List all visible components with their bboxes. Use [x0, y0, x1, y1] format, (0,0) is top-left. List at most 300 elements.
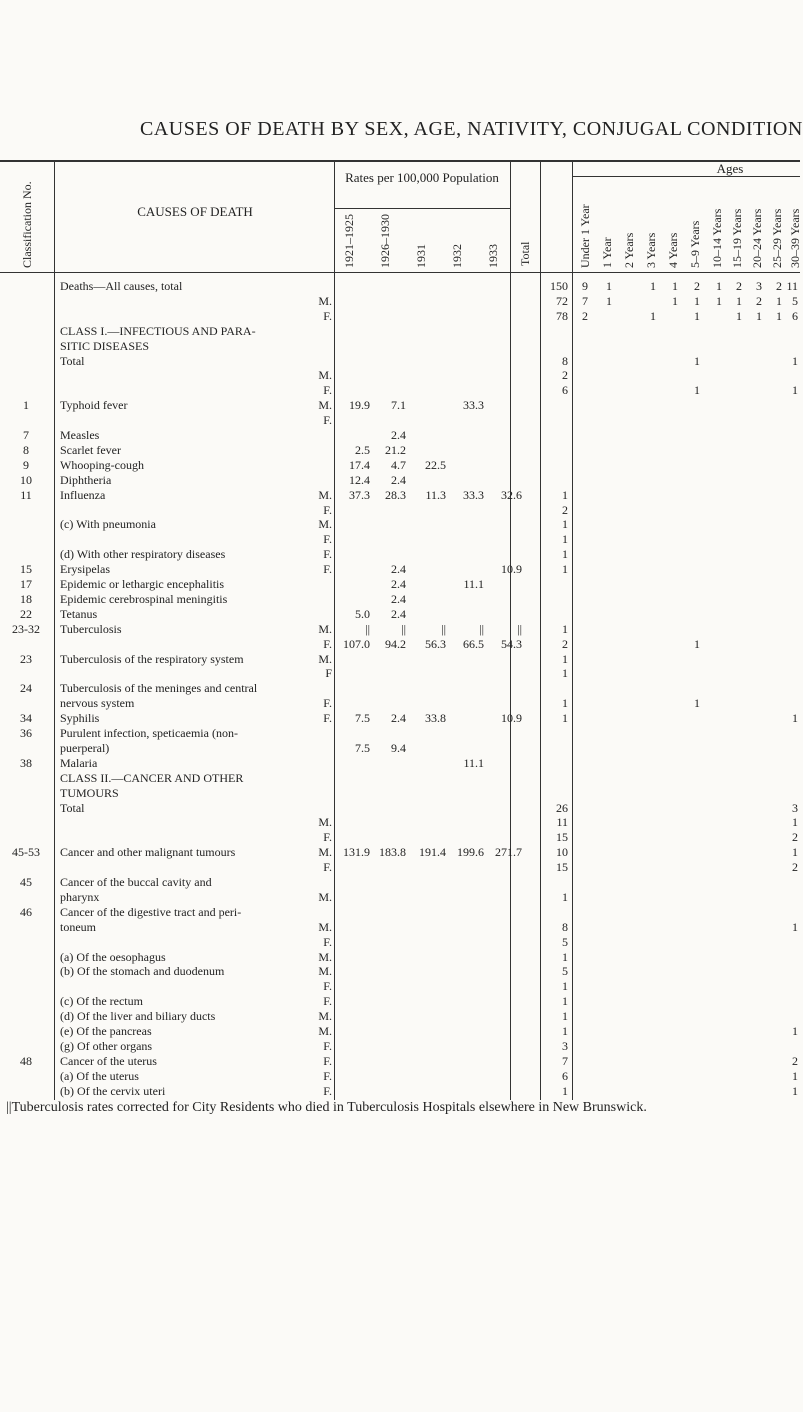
cause-label: Cancer of the digestive tract and peri-: [60, 904, 242, 919]
rate-cell-2: 191.4: [419, 845, 446, 860]
age-cell-5: 2: [694, 279, 700, 293]
rate-cell-1: 9.4: [391, 740, 406, 755]
table-row: [0, 621, 800, 637]
total-cell: 1: [562, 532, 568, 547]
table-row: [0, 785, 800, 801]
table-row: [0, 427, 800, 443]
table-row: [0, 725, 800, 741]
sex-marker: M.: [318, 889, 332, 904]
rate-cell-1: 2.4: [391, 562, 406, 577]
age-cell-10: 6: [792, 308, 798, 323]
table-row: [0, 1008, 800, 1024]
table-row: [0, 576, 800, 592]
age-cell-10: 3: [792, 800, 798, 815]
cause-label: Erysipelas: [60, 562, 110, 577]
sex-marker: F.: [323, 1083, 332, 1098]
rate-cell-2: ||: [441, 621, 446, 636]
total-cell: 2: [562, 636, 568, 651]
rate-cell-3: 11.1: [463, 577, 484, 591]
classification-number: 8: [23, 442, 29, 457]
total-cell: 1: [562, 621, 568, 636]
age-1-year: 1 Year: [600, 237, 614, 268]
table-row: [0, 919, 800, 935]
rate-cell-1: 94.2: [385, 636, 406, 651]
rate-cell-3: 33.3: [463, 398, 484, 413]
sex-marker: M.: [318, 621, 332, 636]
rate-cell-2: 56.3: [425, 636, 446, 651]
age-cell-6: 1: [716, 293, 722, 308]
table-row: [0, 978, 800, 994]
table-row: [0, 353, 800, 369]
sex-marker: M.: [318, 517, 332, 532]
ages-sub-rule: [572, 176, 800, 177]
cause-label: SITIC DISEASES: [60, 338, 150, 353]
total-cell: 1: [562, 979, 568, 994]
sex-marker: M.: [318, 651, 332, 666]
rate-cell-3: 11.1: [463, 755, 484, 770]
table-row: [0, 680, 800, 696]
classification-number: 1: [23, 398, 29, 413]
cause-label: puerperal): [60, 740, 110, 755]
classification-number: 38: [20, 755, 32, 770]
age-cell-10: 5: [792, 293, 798, 308]
classification-number: 36: [20, 726, 32, 740]
table-row: [0, 591, 800, 607]
cause-label: Epidemic or lethargic encephalitis: [60, 577, 225, 591]
sex-marker: F.: [323, 547, 332, 562]
table-row: [0, 695, 800, 711]
total-cell: 7: [562, 1053, 568, 1068]
sex-marker: F.: [323, 711, 332, 726]
cause-label: (d) With other respiratory diseases: [60, 547, 226, 562]
table-row: [0, 1053, 800, 1069]
age-15-19-years: 15–19 Years: [730, 208, 744, 268]
table-row: [0, 814, 800, 830]
table-row: [0, 636, 800, 652]
sex-marker: F: [325, 666, 332, 681]
age-cell-9: 1: [776, 293, 782, 308]
classification-number: 46: [20, 904, 32, 919]
cause-label: Total: [60, 353, 85, 368]
sex-marker: F.: [323, 636, 332, 651]
rate-cell-1: 2.4: [391, 606, 406, 621]
table-top-rule: [0, 160, 800, 162]
age-25-29-years: 25–29 Years: [770, 208, 784, 268]
table-row: [0, 472, 800, 488]
sex-marker: M.: [318, 964, 332, 979]
cause-label: Whooping-cough: [60, 457, 144, 472]
age-cell-0: 7: [582, 293, 588, 308]
rate-year-1932: 1932: [450, 244, 464, 268]
age-cell-10: 11: [786, 279, 798, 293]
table-row: [0, 487, 800, 503]
rate-cell-1: 183.8: [379, 845, 406, 860]
table-row: [0, 889, 800, 905]
age-cell-7: 1: [736, 293, 742, 308]
table-row: [0, 502, 800, 518]
sex-marker: M.: [318, 1024, 332, 1038]
classification-number: 24: [20, 681, 32, 696]
age-cell-4: 1: [672, 279, 678, 293]
total-header: Total: [518, 241, 532, 266]
table-row: [0, 323, 800, 339]
age-cell-1: 1: [606, 293, 612, 308]
cause-label: (a) Of the uterus: [60, 1068, 139, 1083]
classification-number: 22: [20, 606, 32, 621]
total-cell: 1: [562, 1083, 568, 1098]
cause-label: TUMOURS: [60, 785, 119, 800]
total-cell: 1: [562, 547, 568, 562]
cause-label: (c) With pneumonia: [60, 517, 156, 532]
cause-label: CLASS II.—CANCER AND OTHER: [60, 770, 244, 785]
sex-marker: M.: [318, 949, 332, 964]
classification-number: 15: [20, 562, 32, 577]
classification-number: 10: [20, 472, 32, 487]
cause-label: Purulent infection, speticaemia (non-: [60, 726, 238, 740]
total-cell: 1: [562, 711, 568, 726]
total-cell: 6: [562, 1068, 568, 1083]
total-cell: 10: [556, 845, 568, 860]
rate-cell-3: ||: [479, 621, 484, 636]
table-row: [0, 531, 800, 547]
cause-label: Scarlet fever: [60, 442, 121, 457]
rates-header: Rates per 100,000 Population: [345, 170, 499, 185]
age-3-years: 3 Years: [644, 232, 658, 268]
cause-label: toneum: [60, 919, 96, 934]
age-2-years: 2 Years: [622, 232, 636, 268]
classification-no-header: Classification No.: [20, 181, 34, 268]
age-cell-7: 2: [736, 279, 742, 293]
table-row: [0, 934, 800, 950]
cause-label: Tuberculosis of the respiratory system: [60, 651, 244, 666]
sex-marker: F.: [323, 502, 332, 517]
total-cell: 1: [562, 1024, 568, 1038]
total-cell: 5: [562, 934, 568, 949]
sex-marker: F.: [323, 979, 332, 994]
cause-label: (a) Of the oesophagus: [60, 949, 166, 964]
page-title: CAUSES OF DEATH BY SEX, AGE, NATIVITY, CONJUGAL CONDITION: [140, 118, 803, 140]
table-row: [0, 561, 800, 577]
age-20-24-years: 20–24 Years: [750, 208, 764, 268]
sex-marker: M.: [318, 368, 332, 383]
age-cell-10: 1: [792, 1024, 798, 1038]
total-cell: 8: [562, 919, 568, 934]
total-cell: 1: [562, 1009, 568, 1024]
rate-cell-0: 5.0: [355, 606, 370, 621]
table-row: [0, 367, 800, 383]
table-row: [0, 859, 800, 875]
rate-year-1926-1930: 1926–1930: [378, 214, 392, 268]
sex-marker: F.: [323, 934, 332, 949]
age-cell-0: 2: [582, 308, 588, 323]
age-cell-0: 9: [582, 279, 588, 293]
total-cell: 11: [556, 815, 568, 830]
table-row: [0, 516, 800, 532]
table-row: [0, 606, 800, 622]
rate-cell-0: 19.9: [349, 398, 370, 413]
age-10-14-years: 10–14 Years: [710, 208, 724, 268]
table-row: [0, 949, 800, 965]
rate-cell-0: 12.4: [349, 472, 370, 487]
table-row: [0, 442, 800, 458]
total-cell: 78: [556, 308, 568, 323]
table-row: [0, 874, 800, 890]
age-cell-8: 1: [756, 308, 762, 323]
table-row: [0, 740, 800, 756]
rate-cell-2: 22.5: [425, 457, 446, 472]
rate-cell-4: ||: [517, 621, 522, 636]
rate-cell-1: 2.4: [391, 577, 406, 591]
rate-cell-1: 4.7: [391, 457, 406, 472]
age-cell-7: 1: [736, 308, 742, 323]
rate-cell-4: 10.9: [501, 562, 522, 577]
age-under-1: Under 1 Year: [578, 204, 592, 268]
sex-marker: F.: [323, 830, 332, 845]
total-cell: 1: [562, 651, 568, 666]
cause-label: Cancer and other malignant tumours: [60, 845, 236, 860]
classification-number: 7: [23, 428, 29, 442]
classification-number: 9: [23, 457, 29, 472]
age-cell-10: 2: [792, 1053, 798, 1068]
rate-cell-3: 199.6: [457, 845, 484, 860]
table-row: [0, 397, 800, 413]
table-row: [0, 382, 800, 398]
rate-cell-1: 28.3: [385, 487, 406, 502]
cause-label: (d) Of the liver and biliary ducts: [60, 1009, 216, 1024]
age-4-years: 4 Years: [666, 232, 680, 268]
rate-year-1933: 1933: [486, 244, 500, 268]
rate-cell-1: 21.2: [385, 442, 406, 457]
total-cell: 2: [562, 502, 568, 517]
classification-number: 45-53: [12, 845, 40, 860]
rate-cell-0: ||: [365, 621, 370, 636]
age-cell-5: 1: [694, 308, 700, 323]
table-row: [0, 755, 800, 771]
cause-label: Deaths—All causes, total: [60, 279, 183, 293]
sex-marker: F.: [323, 413, 332, 428]
total-cell: 1: [562, 696, 568, 711]
table-row: [0, 651, 800, 667]
sex-marker: F.: [323, 562, 332, 577]
sex-marker: F.: [323, 1053, 332, 1068]
total-cell: 8: [562, 353, 568, 368]
classification-number: 45: [20, 875, 32, 889]
cause-label: Tuberculosis: [60, 621, 122, 636]
cause-label: Diphtheria: [60, 472, 112, 487]
table-row: [0, 710, 800, 726]
cause-label: (c) Of the rectum: [60, 994, 143, 1009]
total-cell: 1: [562, 487, 568, 502]
rate-cell-1: ||: [401, 621, 406, 636]
rate-cell-3: 66.5: [463, 636, 484, 651]
cause-label: CLASS I.—INFECTIOUS AND PARA-: [60, 323, 256, 338]
age-cell-10: 1: [792, 711, 798, 726]
cause-label: Malaria: [60, 755, 98, 770]
rate-cell-4: 32.6: [501, 487, 522, 502]
total-cell: 15: [556, 860, 568, 875]
cause-label: pharynx: [60, 889, 100, 904]
table-row: [0, 1083, 800, 1099]
age-cell-5: 1: [694, 353, 700, 368]
cause-label: Epidemic cerebrospinal meningitis: [60, 591, 228, 606]
sex-marker: F.: [323, 532, 332, 547]
age-cell-10: 1: [792, 845, 798, 860]
header-bottom-rule: [0, 272, 800, 273]
rate-cell-0: 107.0: [343, 636, 370, 651]
sex-marker: M.: [318, 1009, 332, 1024]
age-cell-3: 1: [650, 308, 656, 323]
table-row: [0, 308, 800, 324]
age-cell-10: 1: [792, 815, 798, 830]
sex-marker: M.: [318, 845, 332, 860]
cause-label: Influenza: [60, 487, 106, 502]
rate-cell-0: 17.4: [349, 457, 370, 472]
table-row: [0, 338, 800, 354]
classification-number: 23: [20, 651, 32, 666]
rate-year-1931: 1931: [414, 244, 428, 268]
age-5-9-years: 5–9 Years: [688, 220, 702, 268]
age-cell-6: 1: [716, 279, 722, 293]
sex-marker: F.: [323, 1038, 332, 1053]
cause-label: Cancer of the buccal cavity and: [60, 875, 212, 889]
rate-cell-0: 131.9: [343, 845, 370, 860]
table-row: [0, 1068, 800, 1084]
table-row: [0, 800, 800, 816]
cause-label: Tuberculosis of the meninges and central: [60, 681, 258, 696]
rate-cell-1: 2.4: [391, 711, 406, 726]
rate-cell-0: 2.5: [355, 442, 370, 457]
sex-marker: F.: [323, 696, 332, 711]
cause-label: Typhoid fever: [60, 398, 128, 413]
cause-label: (g) Of other organs: [60, 1038, 153, 1053]
table-row: [0, 963, 800, 979]
rate-cell-0: 7.5: [355, 711, 370, 726]
total-cell: 26: [556, 800, 568, 815]
rate-cell-1: 2.4: [391, 428, 406, 442]
total-cell: 1: [562, 994, 568, 1009]
total-cell: 150: [550, 279, 568, 293]
table-row: [0, 770, 800, 786]
sex-marker: M.: [318, 398, 332, 413]
sex-marker: M.: [318, 293, 332, 308]
age-cell-3: 1: [650, 279, 656, 293]
age-cell-10: 1: [792, 1083, 798, 1098]
cause-label: Tetanus: [60, 606, 98, 621]
table-row: [0, 993, 800, 1009]
rate-cell-0: 7.5: [355, 740, 370, 755]
total-cell: 72: [556, 293, 568, 308]
footnote: ||Tuberculosis rates corrected for City Residents who died in Tuberculosis Hospitals elsewhere in New Brunswick.: [6, 1100, 647, 1115]
table-row: [0, 457, 800, 473]
sex-marker: F.: [323, 994, 332, 1009]
age-cell-10: 1: [792, 353, 798, 368]
sex-marker: F.: [323, 1068, 332, 1083]
classification-number: 23-32: [12, 621, 40, 636]
rate-cell-1: 2.4: [391, 472, 406, 487]
total-cell: 1: [562, 666, 568, 681]
classification-number: 48: [20, 1053, 32, 1068]
classification-number: 18: [20, 591, 32, 606]
table-row: [0, 293, 800, 309]
age-cell-5: 1: [694, 293, 700, 308]
rate-cell-1: 2.4: [391, 591, 406, 606]
total-cell: 1: [562, 562, 568, 577]
cause-label: Measles: [60, 428, 100, 442]
age-30-39-years: 30–39 Years: [788, 208, 802, 268]
age-cell-5: 1: [694, 383, 700, 398]
age-cell-8: 3: [756, 279, 762, 293]
rate-year-1921-1925: 1921–1925: [342, 214, 356, 268]
sex-marker: F.: [323, 860, 332, 875]
age-cell-9: 2: [776, 279, 782, 293]
table-row: [0, 412, 800, 428]
total-cell: 2: [562, 368, 568, 383]
ages-header: Ages: [716, 161, 744, 176]
age-cell-5: 1: [694, 636, 700, 651]
table-row: [0, 844, 800, 860]
age-cell-4: 1: [672, 293, 678, 308]
classification-number: 17: [20, 577, 32, 591]
sex-marker: M.: [318, 919, 332, 934]
total-cell: 1: [562, 949, 568, 964]
rates-sub-rule: [334, 208, 510, 209]
table-row: [0, 1023, 800, 1039]
total-cell: 5: [562, 964, 568, 979]
rate-cell-0: 37.3: [349, 487, 370, 502]
rate-cell-4: 10.9: [501, 711, 522, 726]
age-cell-10: 2: [792, 830, 798, 845]
causes-header: CAUSES OF DEATH: [137, 204, 253, 219]
age-cell-9: 1: [776, 308, 782, 323]
age-cell-1: 1: [606, 279, 612, 293]
table-row: [0, 904, 800, 920]
rate-cell-1: 7.1: [391, 398, 406, 413]
rate-cell-3: 33.3: [463, 487, 484, 502]
cause-label: nervous system: [60, 696, 135, 711]
age-cell-10: 1: [792, 919, 798, 934]
total-cell: 1: [562, 517, 568, 532]
table-row: [0, 1038, 800, 1054]
cause-label: (e) Of the pancreas: [60, 1024, 152, 1038]
table-row: [0, 665, 800, 681]
age-cell-10: 2: [792, 860, 798, 875]
classification-number: 11: [20, 487, 32, 502]
total-cell: 1: [562, 889, 568, 904]
total-cell: 6: [562, 383, 568, 398]
sex-marker: M.: [318, 815, 332, 830]
cause-label: Cancer of the uterus: [60, 1053, 157, 1068]
age-cell-5: 1: [694, 696, 700, 711]
rate-cell-2: 33.8: [425, 711, 446, 726]
rate-cell-4: 271.7: [495, 845, 522, 860]
cause-label: Syphilis: [60, 711, 100, 726]
total-cell: 3: [562, 1038, 568, 1053]
classification-number: 34: [20, 711, 32, 726]
age-cell-10: 1: [792, 383, 798, 398]
sex-marker: F.: [323, 383, 332, 398]
total-cell: 15: [556, 830, 568, 845]
cause-label: (b) Of the cervix uteri: [60, 1083, 166, 1098]
age-cell-8: 2: [756, 293, 762, 308]
sex-marker: M.: [318, 487, 332, 502]
table-row: [0, 829, 800, 845]
cause-label: Total: [60, 800, 85, 815]
cause-label: (b) Of the stomach and duodenum: [60, 964, 225, 979]
sex-marker: F.: [323, 308, 332, 323]
table-row: [0, 546, 800, 562]
table-row: [0, 278, 800, 294]
age-cell-10: 1: [792, 1068, 798, 1083]
